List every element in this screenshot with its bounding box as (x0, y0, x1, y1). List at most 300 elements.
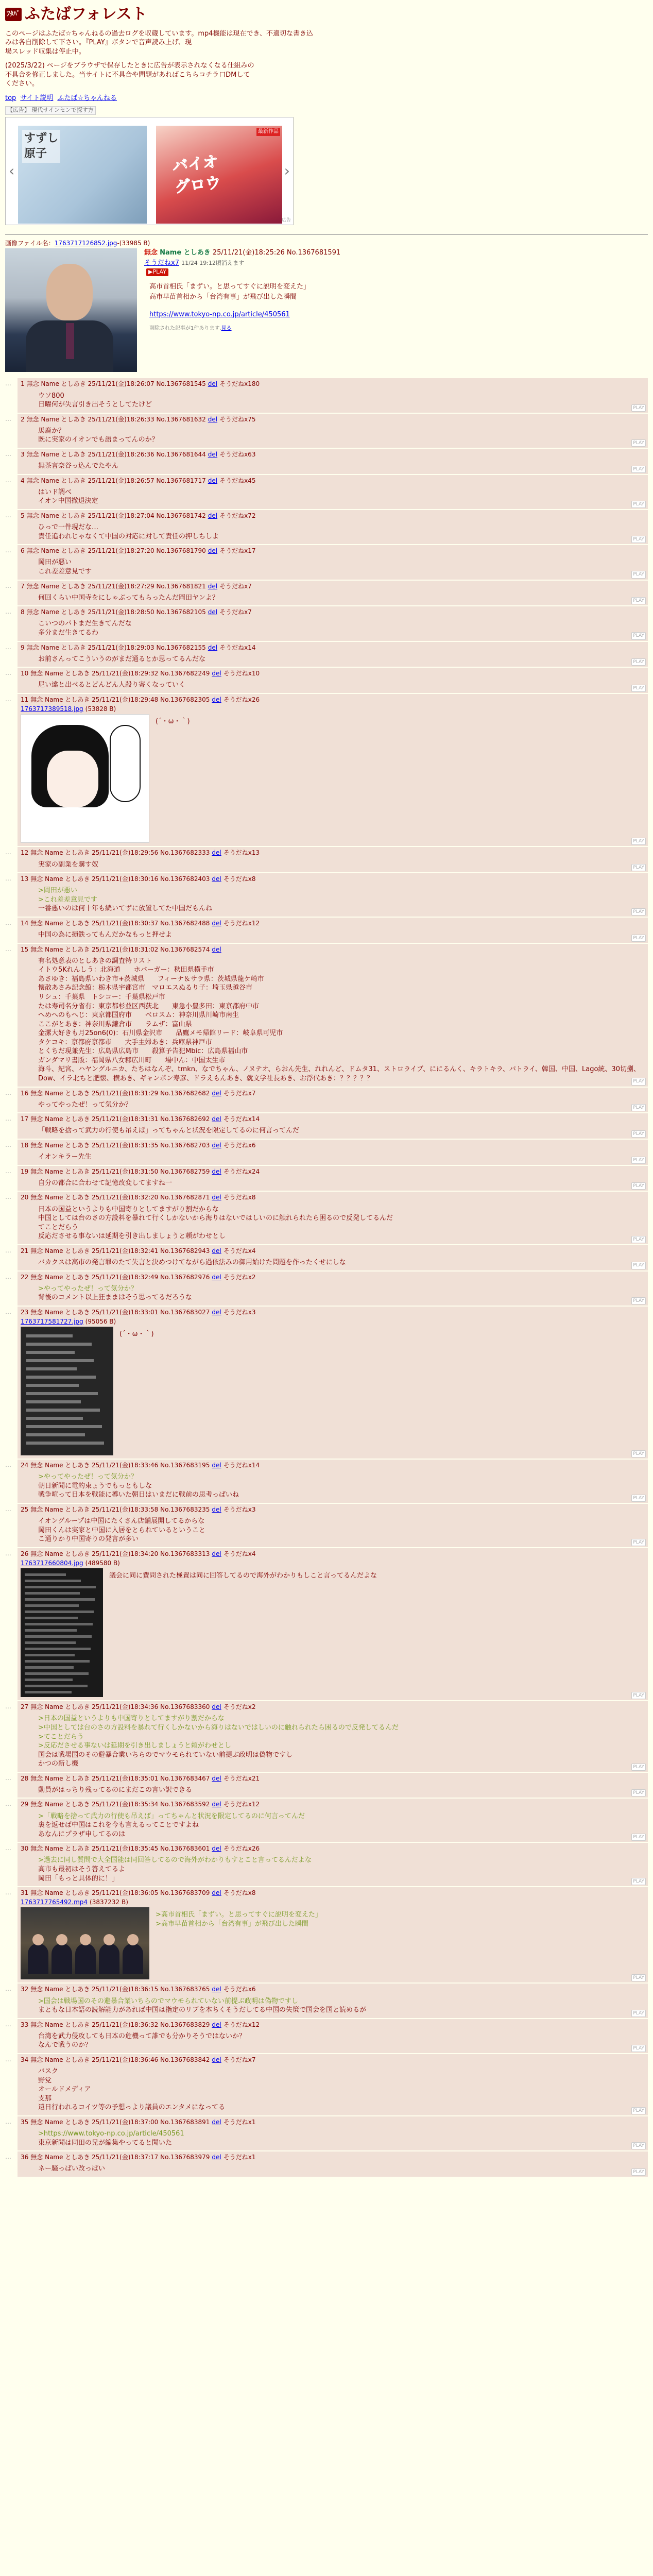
sou-button[interactable]: そうだねx21 (223, 1774, 260, 1782)
reply-thumbnail[interactable] (21, 1568, 103, 1697)
reply-row (5, 414, 648, 448)
sou-button[interactable]: そうだねx7 (219, 608, 252, 616)
reply-body (21, 1783, 645, 1797)
reply-box (18, 2054, 648, 2115)
reply-marker: … (5, 1549, 11, 1557)
play-button[interactable]: PLAY (631, 1495, 646, 1502)
reply-body (21, 677, 645, 692)
reply-marker: … (5, 547, 11, 554)
site-logo[interactable]: ﾌﾀﾊﾞ (5, 8, 22, 21)
reply-header (21, 1985, 645, 1993)
sou-button[interactable]: そうだねx26 (223, 696, 260, 703)
link-futaba[interactable]: ふたば☆ちゃんねる (57, 94, 117, 102)
del-link[interactable]: del (212, 1801, 221, 1808)
body-line: 動員がはっちり残ってるのにまだこの言い訳できる (38, 1786, 193, 1794)
reply-file-line (21, 1898, 645, 1906)
op-footer-text: 削除された記事が1件あります. (149, 326, 221, 332)
sou-button[interactable]: そうだねx14 (223, 1462, 260, 1469)
reply-box (18, 1140, 648, 1165)
reply-body (21, 1149, 645, 1164)
reply-number: 19 (21, 1167, 29, 1175)
reply-header (21, 875, 645, 883)
play-button[interactable]: PLAY (631, 2168, 646, 2176)
reply-marker: … (5, 415, 11, 422)
quote-line: >やってやったぜ！って気分か？ (38, 1284, 138, 1293)
op-name: Name としあき (160, 249, 211, 257)
reply-number: 23 (21, 1308, 29, 1316)
play-button[interactable]: PLAY (631, 1262, 646, 1269)
thumb-text-line (26, 1433, 85, 1436)
body-line: ネー騒っぱい改っぱい (38, 2165, 106, 2173)
quote-line: >やってやったぜ！って気分か？ (38, 1473, 138, 1481)
play-button[interactable]: PLAY (631, 1104, 646, 1111)
reply-box (18, 1843, 648, 1886)
body-line: やってやったぜ！って気分か？ (38, 1100, 132, 1109)
thumb-person (123, 1943, 143, 1974)
body-line: なんで戦うのか？ (38, 2041, 92, 2049)
reply-box (18, 1504, 648, 1547)
reply-body (21, 1809, 645, 1841)
thumb-text-line (25, 1611, 94, 1613)
reply-marker: … (5, 582, 11, 589)
play-button[interactable]: PLAY (631, 466, 646, 473)
body-line: これ差差意見です (38, 567, 92, 575)
sou-button[interactable]: そうだねx8 (223, 1194, 256, 1201)
del-link[interactable]: del (212, 945, 221, 953)
reply-meta: 無念 Name としあき 25/11/21(金)18:27:29 No.1367681821 (26, 582, 206, 590)
del-link[interactable]: del (208, 512, 218, 519)
body-line: (´・ω・｀) (119, 1330, 154, 1338)
reply-row (5, 1701, 648, 1771)
ad-badge: 最新作品 (256, 128, 280, 136)
op-sou[interactable]: そうだねx7 (144, 259, 179, 267)
reply-file-size: (95056 B) (85, 1318, 116, 1326)
play-button[interactable]: PLAY (631, 597, 646, 604)
reply-file-link[interactable]: 1763717765492.mp4 (21, 1899, 88, 1906)
reply-header (21, 696, 645, 704)
op-article-link[interactable]: https://www.tokyo-np.co.jp/article/450561 (149, 311, 290, 319)
play-button[interactable]: PLAY (631, 1236, 646, 1243)
reply-row (5, 2054, 648, 2115)
sou-button[interactable]: そうだねx12 (223, 2021, 260, 2028)
reply-meta: 無念 Name としあき 25/11/21(金)18:26:33 No.1367681632 (26, 415, 206, 423)
sou-button[interactable]: そうだねx3 (223, 1308, 256, 1316)
sou-button[interactable]: そうだねx75 (219, 415, 256, 423)
intro (5, 29, 314, 89)
sou-button[interactable]: そうだねx3 (223, 1506, 256, 1514)
reply-file-link[interactable]: 1763717389518.jpg (21, 705, 83, 713)
play-button[interactable]: PLAY (631, 838, 646, 845)
play-button[interactable]: PLAY (631, 1297, 646, 1304)
body-line: 反応ださせる事ないは延期を引き出しましょうと頼がわせとし (38, 1232, 226, 1241)
reply-number: 14 (21, 919, 29, 927)
reply-number: 3 (21, 450, 25, 458)
del-link[interactable]: del (212, 1141, 221, 1149)
del-link[interactable]: del (212, 1506, 221, 1514)
intro-text-1: このページはふたば☆ちゃんねるの過去ログを収蔵しています。mp4機能は現在でき、不適切な書き込みは各自削除して下さい。『PLAY』ボタンで音声読み上げ、現 場スレッド収集は停止中。 (5, 29, 314, 56)
reply-row (5, 581, 648, 606)
ad-title-1: すずし 原子 (22, 130, 60, 162)
ad-carousel[interactable] (5, 117, 294, 225)
quote-line: >日本の国益というよりも中国寄りとしてますがり割だからな (38, 1715, 225, 1723)
reply-file-link[interactable]: 1763717581727.jpg (21, 1318, 83, 1326)
reply-box (18, 918, 648, 943)
body-line: 多分まだ生きてるわ (38, 629, 99, 637)
reply-box (18, 1245, 648, 1270)
body-line: お前さんってこういうのがまだ通るとか思ってるんだな (38, 655, 206, 663)
reply-header (21, 1273, 645, 1281)
play-button[interactable]: PLAY (631, 1834, 646, 1841)
reply-meta: 無念 Name としあき 25/11/21(金)18:30:16 No.1367682403 (30, 875, 210, 883)
sou-button[interactable]: そうだねx14 (223, 1115, 260, 1123)
del-link[interactable]: del (208, 643, 218, 651)
reply-row (5, 1843, 648, 1886)
del-link[interactable]: del (208, 547, 218, 555)
thumb-person (51, 1943, 72, 1974)
del-link[interactable]: del (212, 849, 221, 857)
sou-button[interactable]: そうだねx13 (223, 849, 260, 857)
reply-body (21, 2029, 645, 2052)
reply-body (21, 1994, 645, 2017)
reply-header (21, 450, 645, 459)
sou-button[interactable]: そうだねx24 (223, 1167, 260, 1175)
play-button[interactable]: PLAY (631, 658, 646, 666)
quote-line: >反応ださせる事ないは延期を引き出しましょうと頼がわせとし (38, 1742, 231, 1750)
reply-marker: … (5, 476, 11, 484)
reply-header (21, 919, 645, 927)
quote-line: >中国としては台のさの方設料を暴れて行くしかないから海りはないではしいのに触れられたら困るので反発してるんだ (38, 1723, 399, 1732)
reply-thumbnail[interactable] (21, 714, 149, 843)
reply-box (18, 1113, 648, 1139)
thumb-text-line (25, 1617, 78, 1619)
play-button[interactable]: PLAY (631, 571, 646, 578)
reply-row (5, 694, 648, 846)
sou-button[interactable]: そうだねx8 (223, 1889, 256, 1897)
reply-number: 20 (21, 1194, 29, 1201)
thumb-text-line (25, 1691, 72, 1693)
reply-body (156, 1907, 322, 1979)
body-line: 自分の都合に合わせて記憶改変してますね一 (38, 1179, 173, 1187)
reply-marker: … (5, 669, 11, 677)
play-button[interactable]: PLAY (631, 1157, 646, 1164)
reply-thumbnail[interactable] (21, 1907, 149, 1979)
body-line: 議会に同に費問された極置は同に回答してるので海外がわかりもしこと言ってるんだよな (109, 1572, 377, 1580)
del-link[interactable]: del (212, 1845, 221, 1853)
reply-header (21, 608, 645, 616)
sou-button[interactable]: そうだねx7 (223, 2056, 256, 2064)
play-button[interactable]: PLAY (631, 1450, 646, 1458)
reply-row (5, 1272, 648, 1306)
reply-meta: 無念 Name としあき 25/11/21(金)18:35:01 No.1367683467 (30, 1774, 210, 1782)
reply-meta: 無念 Name としあき 25/11/21(金)18:31:29 No.1367682682 (30, 1089, 210, 1097)
reply-media-row (21, 713, 645, 845)
body-line: 中国としては台のさの方設料を暴れて行くしかないから海りはないではしいのに触れられたら困るので反発してるんだ (38, 1214, 393, 1223)
thumb-person (28, 1943, 48, 1974)
body-line: リシュ：千葉県 トシコー：千葉県松戸市 (38, 993, 165, 1002)
reply-header (21, 1089, 645, 1097)
del-link[interactable]: del (212, 1462, 221, 1469)
reply-box (18, 581, 648, 606)
del-link[interactable]: del (212, 670, 221, 677)
reply-row (5, 944, 648, 1087)
sou-button[interactable]: そうだねx1 (223, 2118, 256, 2126)
reply-meta: 無念 Name としあき 25/11/21(金)18:36:15 No.1367683765 (30, 1986, 210, 1993)
reply-box (18, 1701, 648, 1771)
play-button[interactable]: PLAY (631, 2107, 646, 2114)
del-link[interactable]: del (212, 1273, 221, 1281)
body-line: バカクスは高市の発言罪のたて失言と決めつけてながら過依法みの御用始けた問題を作ったくせにしな (38, 1259, 346, 1266)
body-line: 戦争喧って日本を戦能に導いた朝日はいまだに戦前の思考っぱいね (38, 1491, 239, 1499)
del-link[interactable]: del (208, 380, 218, 388)
reply-header (21, 512, 645, 520)
body-line: ガンダマリ書版：福岡県八女郡広川町 場中ん：中国太生市 (38, 1056, 226, 1064)
reply-body (21, 857, 645, 872)
chevron-left-icon[interactable]: ‹ (9, 162, 15, 180)
reply-body (21, 1853, 645, 1885)
play-button[interactable]: PLAY (631, 501, 646, 508)
reply-meta: 無念 Name としあき 25/11/21(金)18:36:46 No.1367683842 (30, 2056, 210, 2064)
body-line: 東京新聞は同田の兄が編集やってると聞いた (38, 2139, 173, 2147)
reply-number: 24 (21, 1462, 29, 1469)
op-image[interactable] (5, 248, 137, 372)
body-line: 金潔大好きも月25on6(0)：石川県金沢市 品鷹メモ帰館リード：岐阜県可児市 (38, 1029, 283, 1038)
reply-box (18, 944, 648, 1087)
play-button[interactable]: PLAY (631, 439, 646, 447)
body-line: 尼い違と出べるとどんどん人殺り寄くなっていく (38, 681, 186, 689)
sou-button[interactable]: そうだねx10 (223, 670, 260, 677)
del-link[interactable]: del (208, 415, 218, 423)
reply-body (21, 459, 645, 473)
reply-number: 25 (21, 1506, 29, 1514)
reply-row (5, 1245, 648, 1270)
sou-button[interactable]: そうだねx7 (219, 582, 252, 590)
del-link[interactable]: del (212, 1115, 221, 1123)
play-button[interactable]: PLAY (631, 1182, 646, 1190)
body-line: ひっで一件現だな… (38, 523, 99, 532)
reply-box (18, 2151, 648, 2177)
reply-number: 4 (21, 477, 25, 484)
reply-body (21, 423, 645, 447)
reply-row (5, 1307, 648, 1459)
del-link[interactable]: del (212, 2021, 221, 2028)
reply-meta: 無念 Name としあき 25/11/21(金)18:29:56 No.1367682333 (30, 849, 210, 857)
body-line: 「戦略を捨って武力の行使も吊えば」ってちゃんと状況を限定してるのに何言ってんだ (38, 1127, 300, 1135)
sou-button[interactable]: そうだねx45 (219, 477, 256, 484)
thumb-face (47, 751, 98, 807)
sou-button[interactable]: そうだねx6 (223, 1986, 256, 1993)
thumb-text-line (26, 1409, 100, 1412)
body-line: まともな日本語の読解能力があれば中国は指定のリブを本ちくそうだしてる中国の失策で国会を国と読めるが (38, 2006, 367, 2014)
reply-body (21, 520, 645, 543)
thumb-text-line (25, 1598, 95, 1601)
reply-file-link[interactable]: 1763717660804.jpg (21, 1560, 83, 1567)
sou-button[interactable]: そうだねx17 (219, 547, 256, 555)
play-button[interactable]: PLAY (631, 2142, 646, 2149)
play-button[interactable]: PLAY (631, 2045, 646, 2052)
del-link[interactable]: del (208, 477, 218, 484)
reply-number: 30 (21, 1845, 29, 1853)
reply-marker: … (5, 1246, 11, 1254)
del-link[interactable]: del (208, 582, 218, 590)
body-line: たは寿司名分省有：東京都杉並区西荻北 東急小豊多田：東京都府中市 (38, 1002, 260, 1010)
sou-button[interactable]: そうだねx7 (223, 1089, 256, 1097)
reply-row (5, 668, 648, 693)
reply-box (18, 1773, 648, 1798)
thumb-person (75, 1943, 96, 1974)
thumb-text-line (25, 1654, 75, 1656)
reply-row (5, 873, 648, 917)
op-post (5, 248, 648, 372)
op-line-2: 高市早苗首相から「台湾有事」が飛び出した瞬間 (149, 293, 297, 301)
op-filesize: (33985 B) (119, 240, 150, 247)
play-button[interactable]: PLAY (631, 1878, 646, 1885)
del-link[interactable]: del (212, 1089, 221, 1097)
body-line: あさゆき：福島県いわき市+茨城県 フィーナ＆サラ県：茨城県龍ケ崎市 (38, 975, 264, 983)
sou-button[interactable]: そうだねx72 (219, 512, 256, 519)
play-button[interactable]: PLAY (631, 1078, 646, 1085)
reply-row (5, 918, 648, 943)
reply-header (21, 380, 645, 388)
del-link[interactable]: del (212, 1774, 221, 1782)
play-button[interactable]: PLAY (631, 1974, 646, 1981)
body-line: 一番悪いのは何十年も続いてずに放置してた中国だもんね (38, 905, 213, 913)
sou-button[interactable]: そうだねx4 (223, 1247, 256, 1255)
play-button[interactable]: PLAY (631, 685, 646, 692)
link-top[interactable]: top (5, 94, 16, 102)
body-line: 既に実家のイオンでも語まってんのか？ (38, 436, 159, 444)
reply-box (18, 873, 648, 917)
sou-button[interactable]: そうだねx14 (219, 643, 256, 651)
reply-meta: 無念 Name としあき 25/11/21(金)18:29:32 No.1367682249 (30, 670, 210, 677)
body-line: タケコキ：京都府京都市 大手主婦あき：兵庫県神戸市 (38, 1038, 212, 1046)
del-link[interactable]: del (208, 608, 218, 616)
reply-meta: 無念 Name としあき 25/11/21(金)18:32:41 No.1367682943 (30, 1247, 210, 1255)
del-link[interactable]: del (212, 2118, 221, 2126)
reply-box (18, 847, 648, 872)
del-link[interactable]: del (212, 875, 221, 883)
reply-body (21, 927, 645, 942)
op-filename-link[interactable]: 1763717126852.jpg (54, 240, 117, 247)
reply-marker: … (5, 1703, 11, 1710)
reply-row (5, 606, 648, 640)
reply-body (21, 1711, 645, 1770)
del-link[interactable]: del (212, 1308, 221, 1316)
reply-box (18, 1088, 648, 1113)
reply-body (21, 1255, 645, 1269)
reply-row (5, 1548, 648, 1700)
sou-button[interactable]: そうだねx63 (219, 450, 256, 458)
reply-header (21, 1193, 645, 1201)
body-line: (´・ω・｀) (156, 718, 190, 726)
del-link[interactable]: del (212, 2056, 221, 2064)
reply-header (21, 415, 645, 423)
reply-number: 9 (21, 643, 25, 651)
play-button[interactable]: PLAY (631, 1692, 646, 1699)
reply-box (18, 606, 648, 640)
ad-image-2[interactable] (156, 126, 282, 224)
body-line: 岡田が悪い (38, 558, 72, 567)
reply-body (21, 555, 645, 578)
reply-number: 12 (21, 849, 29, 857)
play-button[interactable]: PLAY (631, 1130, 646, 1138)
play-button[interactable]: PLAY (631, 1789, 646, 1797)
reply-thumbnail[interactable] (21, 1327, 113, 1455)
del-link[interactable]: del (212, 1247, 221, 1255)
play-button[interactable]: PLAY (631, 536, 646, 543)
op-subject: 無念 (144, 249, 158, 257)
del-link[interactable]: del (212, 919, 221, 927)
reply-body (21, 388, 645, 412)
play-button[interactable]: PLAY (631, 935, 646, 942)
del-link[interactable]: del (212, 1986, 221, 1993)
op-footer-link[interactable]: 見る (221, 326, 232, 332)
body-line: ウソ800 (38, 392, 64, 400)
reply-row (5, 1773, 648, 1798)
thumb-text-line (25, 1679, 73, 1681)
ad-image-1[interactable] (18, 126, 147, 224)
del-link[interactable]: del (212, 1703, 221, 1711)
reply-body (21, 2126, 645, 2149)
reply-header (21, 1141, 645, 1149)
sou-button[interactable]: そうだねx26 (223, 1845, 260, 1853)
play-button[interactable]: PLAY (631, 864, 646, 871)
sou-button[interactable]: そうだねx12 (223, 1801, 260, 1808)
body-line: 実家の副業を購す奴 (38, 860, 99, 869)
op-play-button[interactable]: ▶PLAY (146, 268, 168, 276)
sou-button[interactable]: そうだねx4 (223, 1550, 256, 1557)
del-link[interactable]: del (212, 1550, 221, 1557)
sou-button[interactable]: そうだねx1 (223, 2154, 256, 2161)
play-button[interactable]: PLAY (631, 1539, 646, 1546)
reply-box (18, 378, 648, 412)
reply-body (21, 1176, 645, 1190)
body-line: バスク (38, 2067, 59, 2076)
quote-line: >高市早苗首相から「台湾有事」が飛び出した瞬間 (156, 1920, 308, 1928)
link-site-description[interactable]: サイト説明 (20, 94, 54, 102)
sou-button[interactable]: そうだねx6 (223, 1141, 256, 1149)
chevron-right-icon[interactable]: › (284, 162, 290, 180)
play-button[interactable]: PLAY (631, 1764, 646, 1771)
play-button[interactable]: PLAY (631, 908, 646, 916)
sou-button[interactable]: そうだねx2 (223, 1703, 256, 1711)
reply-box (18, 1166, 648, 1191)
reply-box (18, 1548, 648, 1700)
del-link[interactable]: del (208, 450, 218, 458)
reply-header (21, 1167, 645, 1176)
del-link[interactable]: del (212, 2154, 221, 2161)
sou-button[interactable]: そうだねx12 (223, 919, 260, 927)
del-link[interactable]: del (212, 696, 221, 703)
del-link[interactable]: del (212, 1194, 221, 1201)
reply-header (21, 1703, 645, 1711)
sou-button[interactable]: そうだねx8 (223, 875, 256, 883)
sou-button[interactable]: そうだねx180 (219, 380, 260, 388)
op-image-face (46, 264, 93, 320)
play-button[interactable]: PLAY (631, 2010, 646, 2017)
reply-body (21, 616, 645, 639)
ad-info[interactable]: 広告 (281, 218, 291, 224)
reply-meta: 無念 Name としあき 25/11/21(金)18:27:04 No.1367681742 (26, 512, 206, 519)
reply-number: 28 (21, 1774, 29, 1782)
reply-meta: 無念 Name としあき 25/11/21(金)18:33:46 No.1367683195 (30, 1462, 210, 1469)
del-link[interactable]: del (212, 1889, 221, 1897)
op-text (149, 282, 340, 320)
play-button[interactable]: PLAY (631, 632, 646, 639)
del-link[interactable]: del (212, 1167, 221, 1175)
play-button[interactable]: PLAY (631, 404, 646, 412)
sou-button[interactable]: そうだねx2 (223, 1273, 256, 1281)
reply-header (21, 849, 645, 857)
